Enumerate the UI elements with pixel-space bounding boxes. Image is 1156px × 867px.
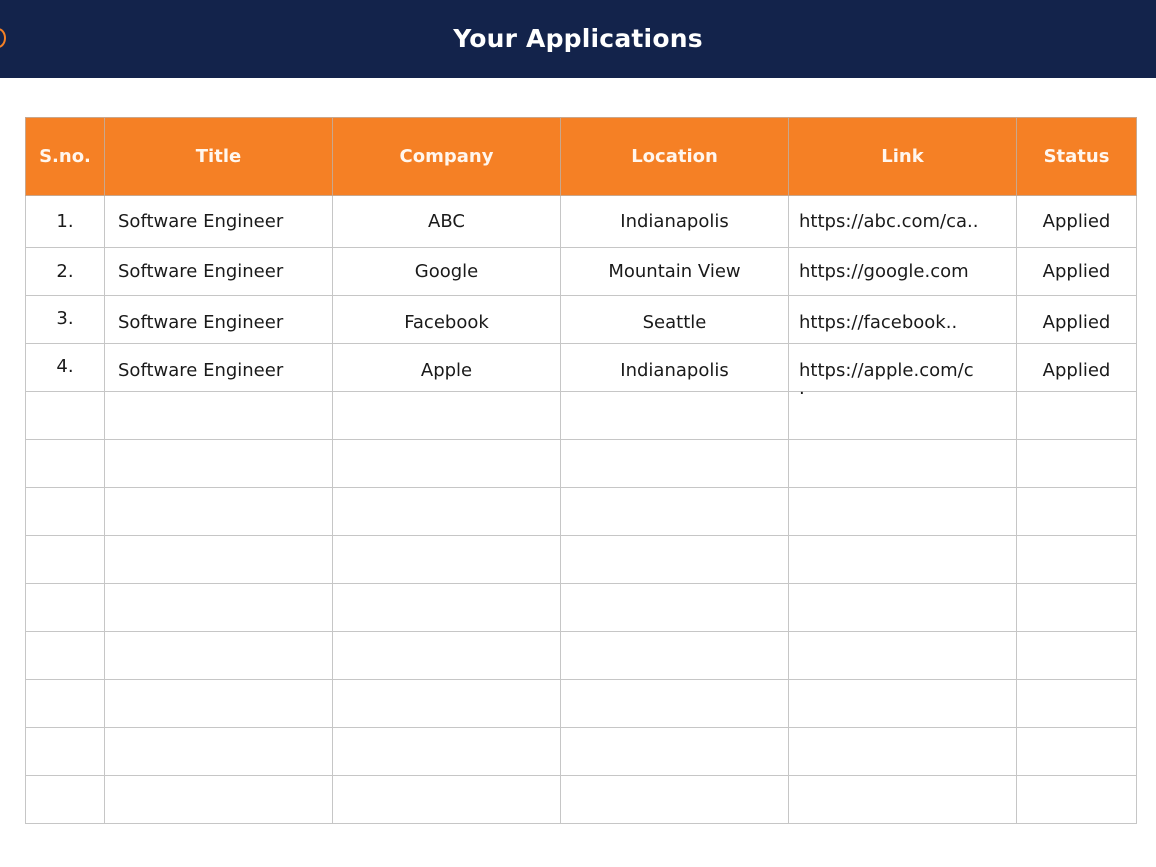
- column-header-sno: S.no.: [26, 118, 105, 196]
- cell-location: Indianapolis: [561, 344, 789, 392]
- empty-cell: [561, 584, 789, 632]
- empty-cell: [333, 488, 561, 536]
- empty-cell: [26, 728, 105, 776]
- empty-cell: [105, 392, 333, 440]
- empty-cell: [26, 680, 105, 728]
- cell-status: Applied: [1017, 296, 1137, 344]
- empty-cell: [333, 680, 561, 728]
- empty-cell: [333, 728, 561, 776]
- empty-cell: [561, 632, 789, 680]
- empty-row: [26, 392, 1137, 440]
- empty-cell: [1017, 776, 1137, 824]
- empty-cell: [789, 536, 1017, 584]
- empty-cell: [789, 392, 1017, 440]
- column-header-location: Location: [561, 118, 789, 196]
- empty-cell: [1017, 680, 1137, 728]
- empty-cell: [789, 632, 1017, 680]
- cell-link[interactable]: https://abc.com/ca..: [789, 196, 1017, 248]
- table-row: [26, 344, 1137, 392]
- empty-row: [26, 584, 1137, 632]
- empty-cell: [1017, 728, 1137, 776]
- cell-sno: 2.: [26, 248, 105, 296]
- empty-cell: [789, 440, 1017, 488]
- cell-title: Software Engineer: [105, 296, 333, 344]
- empty-cell: [561, 392, 789, 440]
- cell-link[interactable]: [789, 344, 1017, 399]
- cell-location: Mountain View: [561, 248, 789, 296]
- partial-circle-icon[interactable]: [0, 28, 6, 48]
- cell-title: Software Engineer: [105, 344, 333, 392]
- empty-cell: [105, 728, 333, 776]
- cell-title: Software Engineer: [105, 196, 333, 248]
- cell-sno: 4.: [26, 344, 105, 392]
- empty-row: [26, 536, 1137, 584]
- empty-cell: [561, 680, 789, 728]
- table-row: [26, 248, 1137, 296]
- cell-title: Software Engineer: [105, 248, 333, 296]
- empty-cell: [333, 440, 561, 488]
- column-header-link: Link: [789, 118, 1017, 196]
- cell-company: Google: [333, 248, 561, 296]
- column-header-company: Company: [333, 118, 561, 196]
- cell-status: Applied: [1017, 344, 1137, 392]
- page-title: Your Applications: [453, 23, 703, 53]
- empty-row: [26, 680, 1137, 728]
- empty-cell: [105, 488, 333, 536]
- empty-cell: [789, 728, 1017, 776]
- empty-cell: [333, 536, 561, 584]
- empty-cell: [789, 776, 1017, 824]
- empty-cell: [561, 488, 789, 536]
- link-text[interactable]: https://apple.com/c: [799, 360, 974, 381]
- cell-link[interactable]: https://google.com: [789, 248, 1017, 296]
- empty-row: [26, 632, 1137, 680]
- cell-sno: 3.: [26, 296, 105, 344]
- cell-location: Seattle: [561, 296, 789, 344]
- cell-status: Applied: [1017, 248, 1137, 296]
- empty-cell: [561, 776, 789, 824]
- empty-cell: [26, 632, 105, 680]
- empty-cell: [1017, 392, 1137, 440]
- empty-cell: [789, 488, 1017, 536]
- empty-cell: [789, 584, 1017, 632]
- cell-company: ABC: [333, 196, 561, 248]
- column-header-title: Title: [105, 118, 333, 196]
- empty-cell: [561, 728, 789, 776]
- empty-cell: [333, 584, 561, 632]
- cell-status: Applied: [1017, 196, 1137, 248]
- empty-cell: [105, 440, 333, 488]
- empty-cell: [26, 440, 105, 488]
- empty-row: [26, 488, 1137, 536]
- empty-cell: [26, 536, 105, 584]
- empty-cell: [1017, 536, 1137, 584]
- empty-row: [26, 728, 1137, 776]
- empty-cell: [1017, 584, 1137, 632]
- empty-cell: [561, 536, 789, 584]
- empty-cell: [26, 584, 105, 632]
- empty-row: [26, 440, 1137, 488]
- empty-cell: [105, 632, 333, 680]
- empty-cell: [105, 776, 333, 824]
- empty-cell: [1017, 632, 1137, 680]
- table-row: [26, 196, 1137, 248]
- empty-row: [26, 776, 1137, 824]
- cell-company: Facebook: [333, 296, 561, 344]
- empty-cell: [561, 440, 789, 488]
- empty-cell: [333, 776, 561, 824]
- empty-cell: [1017, 488, 1137, 536]
- applications-table: [25, 117, 1137, 824]
- empty-cell: [105, 584, 333, 632]
- empty-cell: [333, 632, 561, 680]
- empty-cell: [789, 680, 1017, 728]
- empty-cell: [333, 392, 561, 440]
- cell-company: Apple: [333, 344, 561, 392]
- cell-sno: 1.: [26, 196, 105, 248]
- empty-cell: [105, 536, 333, 584]
- table-header-row: [26, 118, 1137, 196]
- cell-location: Indianapolis: [561, 196, 789, 248]
- empty-cell: [1017, 440, 1137, 488]
- page-header: [0, 0, 1156, 78]
- empty-cell: [105, 680, 333, 728]
- empty-cell: [26, 488, 105, 536]
- empty-cell: [26, 776, 105, 824]
- link-overflow-text: .: [799, 378, 805, 399]
- table-row: [26, 296, 1137, 344]
- cell-link[interactable]: https://facebook..: [789, 296, 1017, 344]
- empty-cell: [26, 392, 105, 440]
- column-header-status: Status: [1017, 118, 1137, 196]
